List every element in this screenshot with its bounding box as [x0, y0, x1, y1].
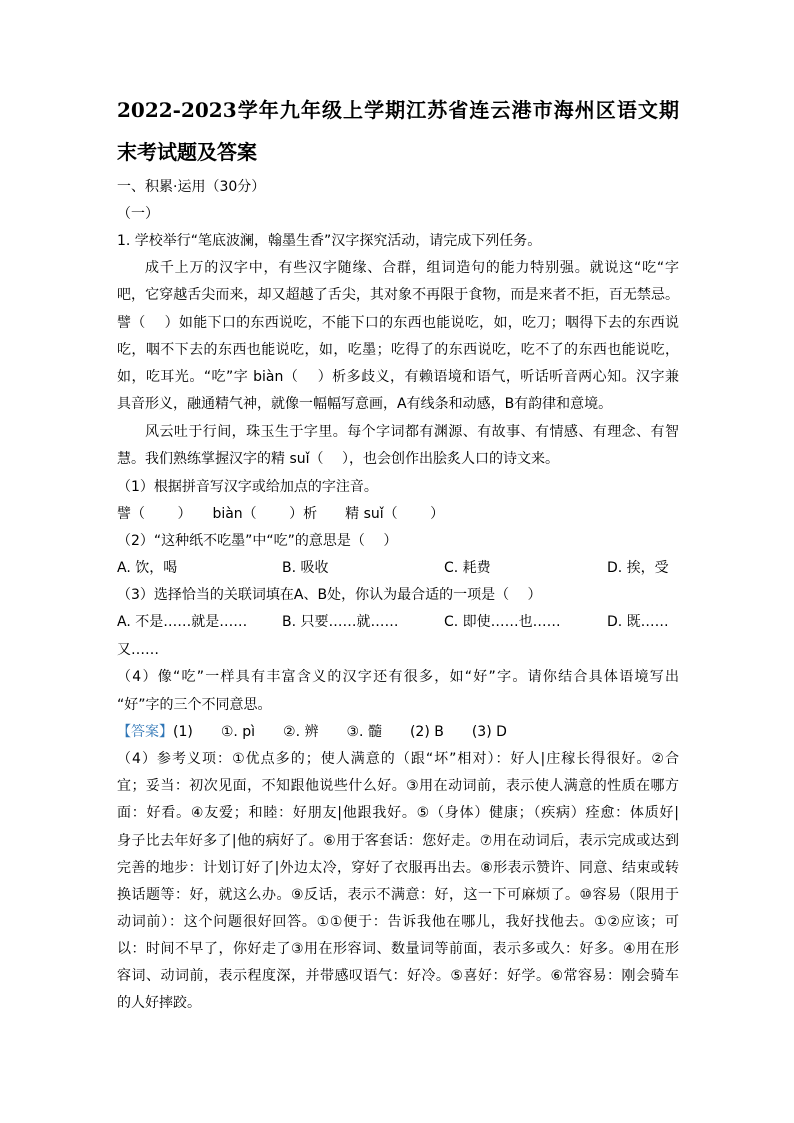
- subquestion-1-blanks: 譬（ ） biàn（ ）析 精 suǐ（ ）: [117, 506, 445, 522]
- option-d: D. 挨，受: [607, 560, 669, 576]
- passage-line: 如，吃耳光。“吃”字 biàn（ ）析多歧义，有赖语境和语气，听话听音两心知。汉字兼: [117, 369, 679, 385]
- answer-line: （4）参考义项：①优点多的；使人满意的（跟“坏”相对）：好人|庄稼长得很好。②合: [117, 751, 679, 767]
- answer-line: 身子比去年好多了|他的病好了。⑥用于客套话：您好走。⑦用在动词后，表示完成或达到: [117, 833, 679, 849]
- passage-line: 吧，它穿越舌尖而来，却又超越了舌尖，其对象不再限于食物，而是来者不拒，百无禁忌。: [117, 287, 679, 303]
- subquestion-4-line: （4）像“吃”一样具有丰富含义的汉字还有很多，如“好”字。请你结合具体语境写出: [117, 669, 679, 685]
- passage-line: 吃，咽不下去的东西也能说吃，如，吃墨；吃得了的东西说吃，吃不了的东西也能说吃，: [117, 342, 679, 358]
- answer-line: 容词、动词前，表示程度深，并带感叹语气：好冷。⑤喜好：好学。⑥常容易：刚会骑车: [117, 968, 679, 984]
- option-d: D. 既……: [607, 614, 669, 630]
- answer-line: 以：时间不早了，你好走了③用在形容词、数量词等前面，表示多或久：好多。④用在形: [117, 941, 679, 957]
- option-b: B. 只要……就……: [282, 614, 399, 630]
- subquestion-2: （2）“这种纸不吃墨”中“吃”的意思是（ ）: [117, 533, 398, 549]
- answer-line: 完善的地步：计划订好了|外边太冷，穿好了衣服再出去。⑧形表示赞许、同意、结束或转: [117, 860, 679, 876]
- answer-line: 的人好摔跤。: [117, 995, 201, 1011]
- answer-summary: [117, 722, 679, 742]
- passage-line: 成千上万的汉字中，有些汉字随缘、合群，组词造句的能力特别强。就说这“吃“字: [145, 260, 679, 276]
- question-1-stem: 1. 学校举行“笔底波澜，翰墨生香”汉字探究活动，请完成下列任务。: [117, 233, 542, 249]
- document-title-line-1: 2022-2023学年九年级上学期江苏省连云港市海州区语文期: [117, 98, 679, 122]
- subquestion-1: （1）根据拼音写汉字或给加点的字注音。: [117, 479, 378, 495]
- option-c: C. 耗费: [444, 560, 491, 576]
- answer-line: 动词前）：这个问题很好回答。①①便于：告诉我他在哪儿，我好找他去。①②应该；可: [117, 914, 679, 930]
- answer-label: 【答案】: [117, 724, 173, 740]
- passage-line: 慧。我们熟练掌握汉字的精 suǐ（ ），也会创作出脍炙人口的诗文来。: [117, 451, 559, 467]
- passage-line: 风云吐于行间，珠玉生于字里。每个字词都有渊源、有故事、有情感、有理念、有智: [145, 424, 679, 440]
- option-a: A. 饮，喝: [117, 560, 178, 576]
- answer-line: 换话题等：好，就这么办。⑨反话，表示不满意：好，这一下可麻烦了。⑩容易（限用于: [117, 887, 679, 903]
- section-heading: 一、积累·运用（30分）: [117, 179, 266, 195]
- option-b: B. 吸收: [282, 560, 329, 576]
- document-title-line-2: 末考试题及答案: [117, 140, 257, 164]
- answer-line: 面：好看。④友爱；和睦：好朋友|他跟我好。⑤（身体）健康；（疾病）痊愈：体质好|: [117, 805, 679, 821]
- option-c: C. 即使……也……: [444, 614, 561, 630]
- subquestion-4-line: “好”字的三个不同意思。: [117, 697, 272, 713]
- answer-text: (1) ①. pì ②. 辨 ③. 髓 (2) B (3) D: [173, 724, 507, 740]
- answer-line: 宜；妥当：初次见面，不知跟他说些什么好。③用在动词前，表示使人满意的性质在哪方: [117, 778, 679, 794]
- subquestion-3: （3）选择恰当的关联词填在A、B处，你认为最合适的一项是（ ）: [117, 587, 542, 603]
- subsection-heading: （一）: [117, 206, 159, 222]
- option-d-continued: 又……: [117, 642, 159, 658]
- option-a: A. 不是……就是……: [117, 614, 248, 630]
- passage-line: 譬（ ）如能下口的东西说吃，不能下口的东西也能说吃，如，吃刀；咽得下去的东西说: [117, 315, 679, 331]
- passage-line: 具音形义，融通精气神，就像一幅幅写意画，A有线条和动感，B有韵律和意境。: [117, 396, 613, 412]
